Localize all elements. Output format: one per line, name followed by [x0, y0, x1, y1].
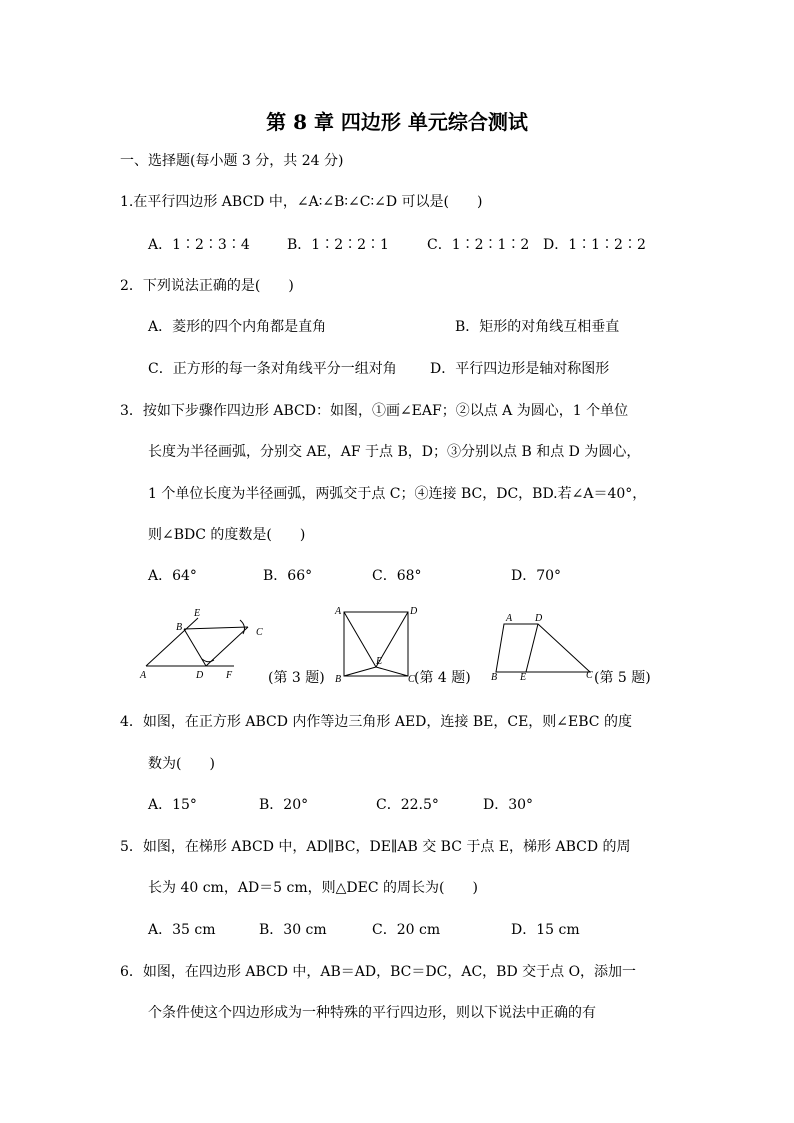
- figure-q4-svg: [330, 602, 420, 686]
- q2-option-a: A．菱形的四个内角都是直角: [148, 319, 327, 335]
- fig5-label-d: D: [535, 613, 543, 624]
- figure-q3-svg: [136, 604, 271, 684]
- fig4-label-c: C: [408, 674, 415, 685]
- q1-option-b: B．1∶2∶2∶1: [287, 237, 389, 253]
- q3-option-d: D．70°: [511, 568, 562, 584]
- fig4-segment-ce: [376, 667, 408, 676]
- fig3-label-b: B: [176, 622, 183, 633]
- q4-option-a: A．15°: [148, 797, 197, 813]
- fig3-label-c: C: [256, 627, 263, 638]
- q6-line-1: 6．如图，在四边形 ABCD 中，AB＝AD，BC＝DC，AC，BD 交于点 O，添加一: [120, 964, 637, 980]
- q4-line-2: 数为( ): [148, 756, 215, 772]
- q3-line-2: 长度为半径画弧，分别交 AE，AF 于点 B，D；③分别以点 B 和点 D 为圆心，: [148, 444, 641, 460]
- figure-q3-caption: (第 3 题): [268, 670, 325, 686]
- fig3-label-a: A: [140, 670, 147, 681]
- q3-option-b: B．66°: [263, 568, 313, 584]
- fig4-label-b: B: [335, 674, 342, 685]
- fig4-label-a: A: [335, 606, 342, 617]
- fig4-segment-be: [344, 667, 376, 676]
- q2-option-c: C．正方形的每一条对角线平分一组对角: [148, 361, 397, 377]
- fig5-trapezoid: [496, 624, 590, 672]
- q4-option-d: D．30°: [483, 797, 534, 813]
- fig5-label-e: E: [520, 672, 527, 683]
- fig5-label-a: A: [506, 613, 513, 624]
- fig5-segment-de: [526, 624, 538, 672]
- q4-option-b: B．20°: [259, 797, 309, 813]
- fig3-segment-bc: [184, 627, 248, 629]
- section-heading: 一、选择题(每小题 3 分，共 24 分): [120, 153, 344, 169]
- figure-q3: [136, 604, 271, 684]
- q1-option-a: A．1∶2∶3∶4: [148, 237, 250, 253]
- q5-option-a: A．35 cm: [148, 922, 216, 938]
- q4-line-1: 4．如图，在正方形 ABCD 内作等边三角形 AED，连接 BE，CE，则∠EBC 的度: [120, 714, 632, 730]
- figure-q5: [488, 608, 598, 684]
- fig4-label-e: E: [376, 656, 383, 667]
- fig3-ray-ae: [146, 618, 198, 666]
- q2-stem: 2．下列说法正确的是( ): [120, 278, 294, 294]
- q3-line-1: 3．按如下步骤作四边形 ABCD：如图，①画∠EAF；②以点 A 为圆心，1 个单位: [120, 403, 629, 419]
- q5-option-d: D．15 cm: [511, 922, 580, 938]
- q1-option-c: C．1∶2∶1∶2: [427, 237, 530, 253]
- q5-option-b: B．30 cm: [259, 922, 327, 938]
- figure-q5-svg: [488, 608, 598, 684]
- q2-option-b: B．矩形的对角线互相垂直: [455, 319, 620, 335]
- fig3-label-e: E: [194, 608, 201, 619]
- q5-line-1: 5．如图，在梯形 ABCD 中，AD∥BC，DE∥AB 交 BC 于点 E，梯形 ABCD 的周: [120, 839, 631, 855]
- page-title: 第 8 章 四边形 单元综合测试: [266, 110, 528, 134]
- fig5-label-b: B: [491, 672, 498, 683]
- fig4-label-d: D: [410, 606, 418, 617]
- fig5-label-c: C: [586, 670, 593, 681]
- q3-line-3: 1 个单位长度为半径画弧，两弧交于点 C；④连接 BC，DC，BD.若∠A＝40°，: [148, 486, 647, 502]
- q5-line-2: 长为 40 cm，AD＝5 cm，则△DEC 的周长为( ): [148, 880, 478, 896]
- fig3-segment-bd: [184, 629, 206, 666]
- q5-option-c: C．20 cm: [372, 922, 441, 938]
- q3-option-c: C．68°: [372, 568, 422, 584]
- q3-option-a: A．64°: [148, 568, 197, 584]
- q1-option-d: D．1∶1∶2∶2: [543, 237, 646, 253]
- figure-q5-caption: (第 5 题): [594, 670, 651, 686]
- q3-line-4: 则∠BDC 的度数是( ): [148, 527, 306, 543]
- fig3-segment-dc: [206, 627, 248, 666]
- q2-option-d: D．平行四边形是轴对称图形: [430, 361, 610, 377]
- figure-q4: [330, 602, 420, 686]
- fig3-label-d: D: [196, 670, 204, 681]
- fig3-label-f: F: [226, 670, 233, 681]
- figure-q4-caption: (第 4 题): [414, 670, 471, 686]
- fig4-segment-ae: [344, 612, 376, 667]
- q4-option-c: C．22.5°: [376, 797, 439, 813]
- q6-line-2: 个条件使这个四边形成为一种特殊的平行四边形，则以下说法中正确的有: [148, 1005, 596, 1021]
- q1-stem: 1.在平行四边形 ABCD 中，∠A∶∠B∶∠C∶∠D 可以是( ): [120, 194, 483, 210]
